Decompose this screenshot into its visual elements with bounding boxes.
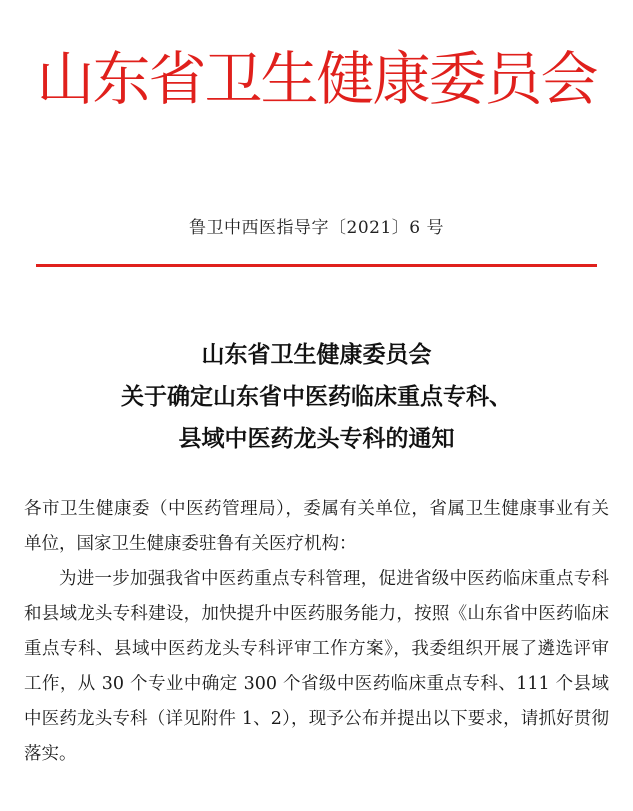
- document-body: [24, 492, 609, 772]
- title-line-3: 县域中医药龙头专科的通知: [178, 426, 455, 452]
- organization-header: 山东省卫生健康委员会: [36, 45, 597, 113]
- red-divider-line: [36, 264, 597, 267]
- salutation-paragraph: 各市卫生健康委（中医药管理局），委属有关单位，省属卫生健康事业有关单位，国家卫生健康委驻鲁有关医疗机构：: [24, 499, 609, 554]
- document-title: [0, 334, 633, 460]
- body-paragraph-1: 为进一步加强我省中医药重点专科管理，促进省级中医药临床重点专科和县域龙头专科建设，加快提升中医药服务能力，按照《山东省中医药临床重点专科、县域中医药龙头专科评审工作方案》，我委组织开展了遴选评审工作，从 30 个专业中确定 300 个省级中医药临床重点专科、111 个县域中医药龙头专科（详见附件 1、2），现予公布并提出以下要求，请抓好贯彻落实。: [24, 569, 609, 764]
- document-number: 鲁卫中西医指导字〔2021〕6 号: [189, 218, 444, 238]
- title-line-1: 山东省卫生健康委员会: [201, 342, 432, 368]
- title-line-2: 关于确定山东省中医药临床重点专科、: [121, 384, 512, 410]
